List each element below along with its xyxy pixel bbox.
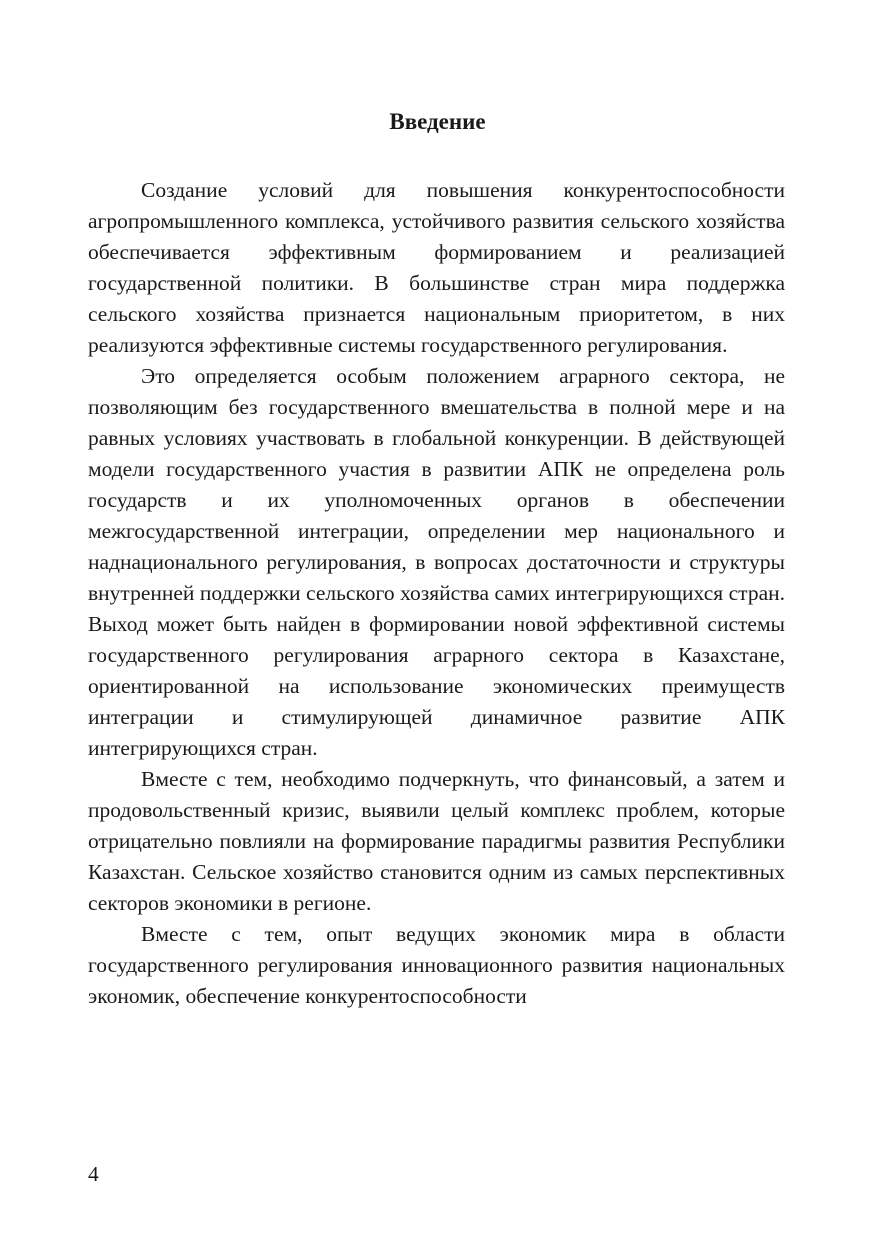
paragraph: Вместе с тем, опыт ведущих экономик мира в области государственного регулирования инновационного развития национальных экономик, обеспечение конкурентоспособности [88,922,785,1008]
page-number: 4 [88,1162,99,1186]
paragraph: Вместе с тем, необходимо подчеркнуть, что финансовый, а затем и продовольственный кризис, выявили целый комплекс проблем, которые отрицательно повлияли на формирование парадигмы развития Республики Казахстан. Сельское хозяйство становится одним из самых перспективных секторов экономики в регионе. [88,767,785,915]
body-text [88,175,785,1012]
paragraph: Создание условий для повышения конкурентоспособности агропромышленного комплекса, устойчивого развития сельского хозяйства обеспечивается эффективным формированием и реализацией государственной политики. В большинстве стран мира поддержка сельского хозяйства признается национальным приоритетом, в них реализуются эффективные системы государственного регулирования. [88,178,785,357]
page-title: Введение [389,109,486,134]
paragraph: Это определяется особым положением аграрного сектора, не позволяющим без государственного вмешательства в полной мере и на равных условиях участвовать в глобальной конкуренции. В действующей модели государственного участия в развитии АПК не определена роль государств и их уполномоченных органов в обеспечении межгосударственной интеграции, определении мер национального и наднационального регулирования, в вопросах достаточности и структуры внутренней поддержки сельского хозяйства самих интегрирующихся стран. Выход может быть найден в формировании новой эффективной системы государственного регулирования аграрного сектора в Казахстане, ориентированной на использование экономических преимуществ интеграции и стимулирующей динамичное развитие АПК интегрирующихся стран. [88,364,785,760]
